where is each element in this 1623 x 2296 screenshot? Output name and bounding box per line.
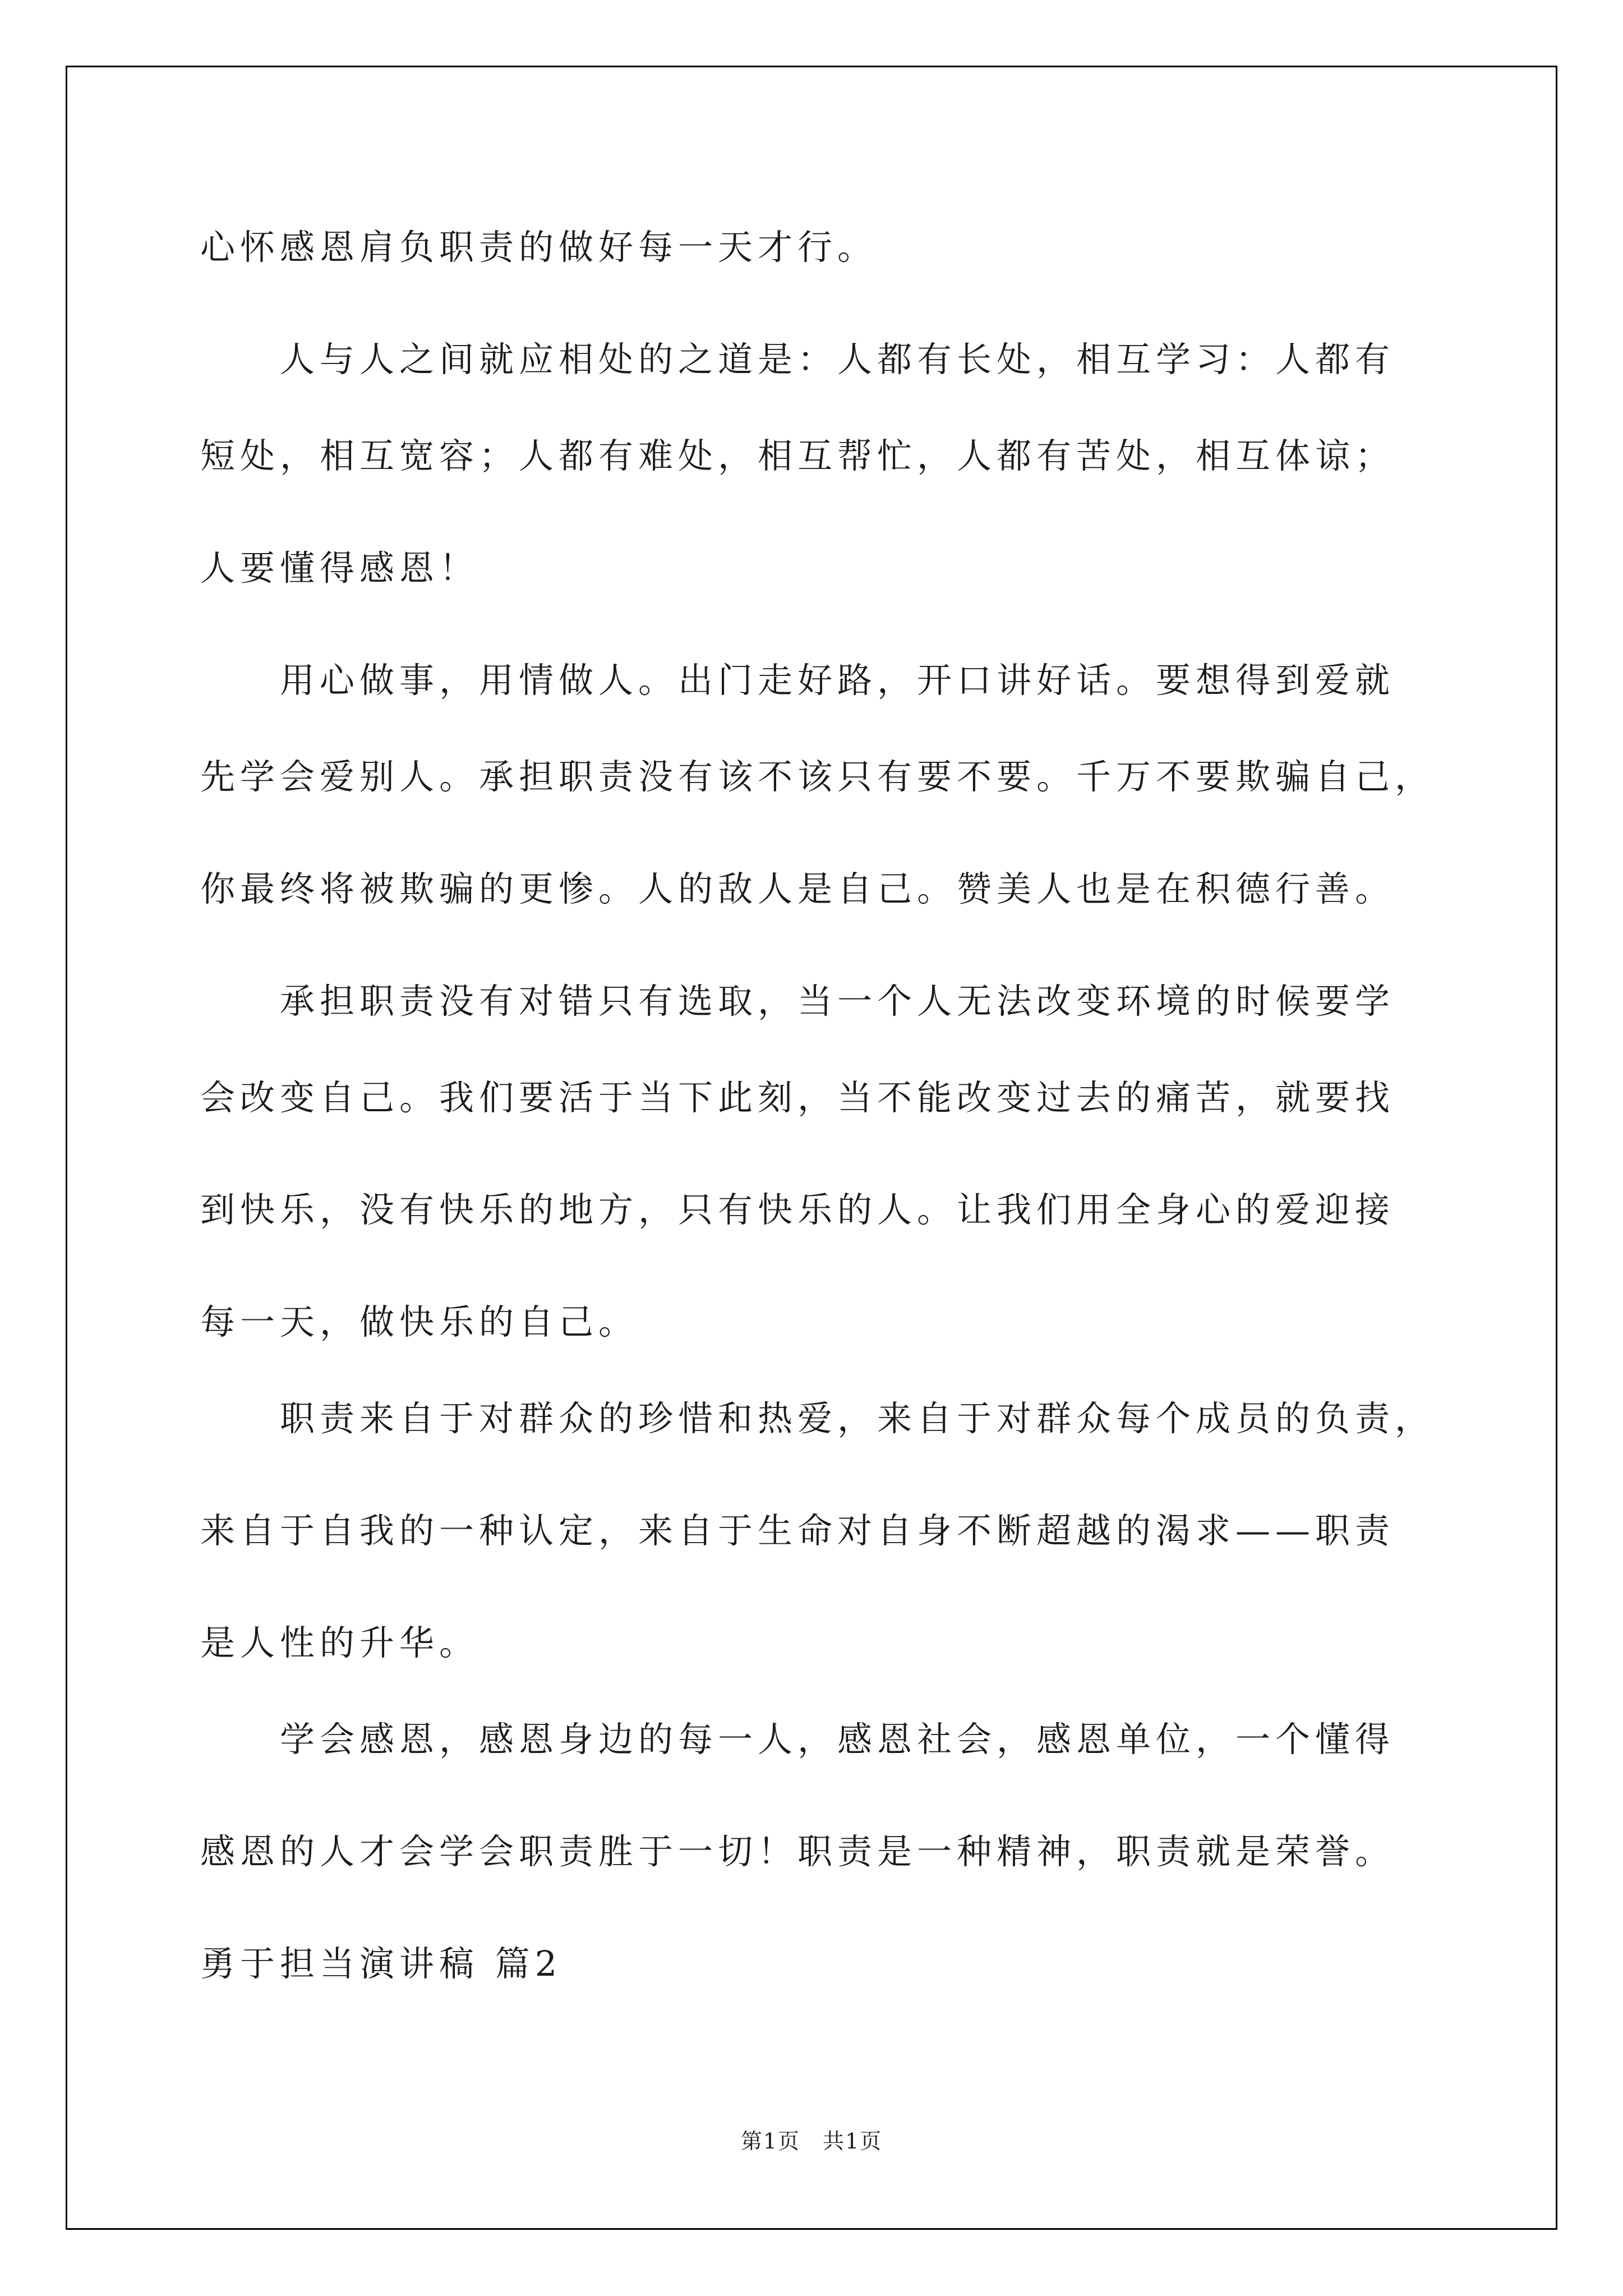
page-border [66,66,1557,2230]
text-line: 是人性的升华。 [200,1622,479,1663]
text-line: 人与人之间就应相处的之道是：人都有长处，相互学习：人都有 [200,339,1395,380]
text-line: 用心做事，用情做人。出门走好路，开口讲好话。要想得到爱就 [200,660,1395,701]
text-line: 人要懂得感恩！ [200,547,479,588]
text-line: 你最终将被欺骗的更惨。人的敌人是自己。赞美人也是在积德行善。 [200,868,1395,909]
text-line: 先学会爱别人。承担职责没有该不该只有要不要。千万不要欺骗自己， [200,756,1435,797]
section-heading: 勇于担当演讲稿 篇2 [200,1943,562,1984]
text-line: 每一天，做快乐的自己。 [200,1301,639,1342]
text-line: 到快乐，没有快乐的地方，只有快乐的人。让我们用全身心的爱迎接 [200,1189,1395,1230]
text-line: 心怀感恩肩负职责的做好每一天才行。 [200,227,878,268]
text-line: 承担职责没有对错只有选取，当一个人无法改变环境的时候要学 [200,981,1395,1022]
page-footer: 第1页 共1页 [740,2129,883,2154]
text-line: 会改变自己。我们要活于当下此刻，当不能改变过去的痛苦，就要找 [200,1077,1395,1118]
text-line: 感恩的人才会学会职责胜于一切！职责是一种精神，职责就是荣誉。 [200,1831,1395,1872]
text-line: 职责来自于对群众的珍惜和热爱，来自于对群众每个成员的负责， [200,1398,1435,1439]
text-line: 学会感恩，感恩身边的每一人，感恩社会，感恩单位，一个懂得 [200,1719,1395,1760]
text-line: 短处，相互宽容；人都有难处，相互帮忙，人都有苦处，相互体谅； [200,435,1395,476]
text-line: 来自于自我的一种认定，来自于生命对自身不断超越的渴求——职责 [200,1510,1395,1551]
